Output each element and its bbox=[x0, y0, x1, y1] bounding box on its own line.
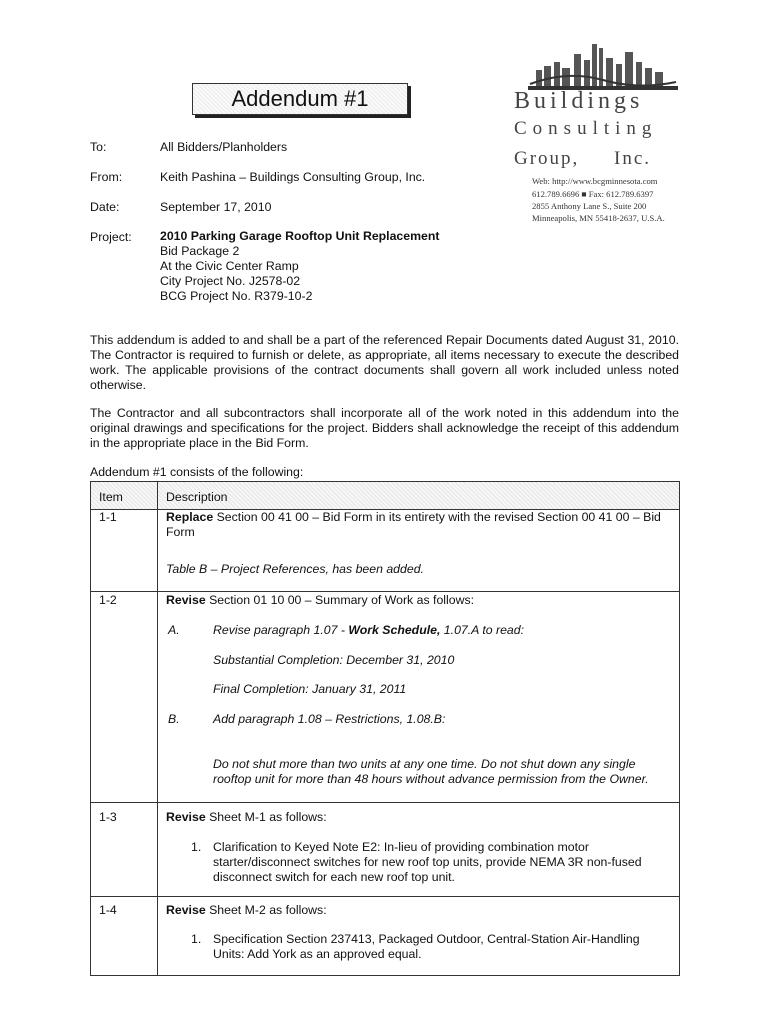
project-label: Project: bbox=[90, 230, 132, 244]
date-value: September 17, 2010 bbox=[160, 200, 272, 214]
subitem-marker: B. bbox=[168, 712, 180, 726]
header-item: Item bbox=[99, 490, 123, 504]
subitem-text-post: 1.07.A to read: bbox=[440, 623, 525, 637]
incorporation-paragraph: The Contractor and all subcontractors shall incorporate all of the work noted in this addendum into the original drawings and specifications for the project. Bidders shall acknowledge the receipt of this addendum in the appropriate place in the Bid Form. bbox=[90, 406, 679, 450]
substantial-completion: Substantial Completion: December 31, 2010 bbox=[213, 653, 455, 667]
logo-street-address: 2855 Anthony Lane S., Suite 200 bbox=[532, 201, 647, 211]
consists-of-line: Addendum #1 consists of the following: bbox=[90, 465, 304, 479]
list-number: 1. bbox=[191, 932, 202, 946]
logo-text-consulting: Consulting bbox=[514, 118, 658, 139]
company-logo bbox=[512, 40, 692, 240]
final-completion: Final Completion: January 31, 2011 bbox=[213, 682, 407, 696]
list-line: Units: Add York as an approved equal. bbox=[213, 947, 422, 961]
logo-city-address: Minneapolis, MN 55418-2637, U.S.A. bbox=[532, 213, 665, 223]
action-verb: Revise bbox=[166, 593, 206, 607]
row-description bbox=[166, 510, 666, 540]
restriction-line: rooftop unit for more than 48 hours without advance permission from the Owner. bbox=[213, 772, 649, 786]
document-title: Addendum #1 bbox=[192, 83, 408, 115]
list-line: starter/disconnect switches for new roof top units, provide NEMA 3R non-fused bbox=[213, 855, 642, 869]
row-item-number: 1-3 bbox=[99, 810, 117, 824]
logo-website: Web: http://www.bcgminnesota.com bbox=[532, 176, 658, 186]
subitem-text-pre: Revise paragraph 1.07 - bbox=[213, 623, 349, 637]
subitem-text: Add paragraph 1.08 – Restrictions, 1.08.B: bbox=[213, 712, 446, 726]
to-label: To: bbox=[90, 140, 107, 154]
row-item-number: 1-2 bbox=[99, 593, 117, 607]
column-divider bbox=[157, 482, 158, 975]
project-location: At the Civic Center Ramp bbox=[160, 259, 299, 273]
action-verb: Revise bbox=[166, 810, 206, 824]
subitem-marker: A. bbox=[168, 623, 180, 637]
action-verb: Replace bbox=[166, 510, 214, 524]
row-divider bbox=[91, 591, 679, 592]
logo-phone-fax: 612.789.6696 ■ Fax: 612.789.6397 bbox=[532, 189, 654, 199]
row-item-number: 1-1 bbox=[99, 510, 117, 524]
date-label: Date: bbox=[90, 200, 120, 214]
row-description bbox=[166, 810, 666, 825]
action-text: Section 01 10 00 – Summary of Work as follows: bbox=[205, 593, 475, 607]
to-value: All Bidders/Planholders bbox=[160, 140, 288, 154]
intro-paragraph: This addendum is added to and shall be a part of the referenced Repair Documents dated August 31, 2010. The Contractor is required to furnish or delete, as appropriate, all items necessary to execute the described work. The applicable provisions of the contract documents shall govern all work included unless noted otherwise. bbox=[90, 333, 679, 392]
bcg-project-number: BCG Project No. R379-10-2 bbox=[160, 289, 313, 303]
from-label: From: bbox=[90, 170, 123, 184]
project-bid-package: Bid Package 2 bbox=[160, 244, 240, 258]
from-value: Keith Pashina – Buildings Consulting Group, Inc. bbox=[160, 170, 426, 184]
row-note: Table B – Project References, has been added. bbox=[166, 562, 424, 576]
row-description bbox=[166, 593, 666, 608]
action-text: Sheet M-2 as follows: bbox=[205, 903, 327, 917]
project-details bbox=[160, 229, 439, 304]
addendum-items-table bbox=[90, 481, 680, 976]
subitem-text bbox=[213, 623, 524, 638]
list-line: Specification Section 237413, Packaged Outdoor, Central-Station Air-Handling bbox=[213, 932, 640, 946]
list-line: disconnect switch for each new roof top unit. bbox=[213, 870, 455, 884]
action-text: Section 00 41 00 – Bid Form in its entirety with the revised Section 00 41 00 – Bid Form bbox=[166, 510, 661, 539]
project-name: 2010 Parking Garage Rooftop Unit Replacement bbox=[160, 229, 440, 243]
skyline-logo-icon bbox=[528, 40, 678, 90]
row-divider bbox=[91, 802, 679, 803]
list-line: Clarification to Keyed Note E2: In-lieu of providing combination motor bbox=[213, 840, 589, 854]
logo-text-group: Group, Inc. bbox=[514, 148, 652, 169]
logo-text-buildings: Buildings bbox=[514, 88, 644, 114]
row-item-number: 1-4 bbox=[99, 903, 117, 917]
header-description: Description bbox=[166, 490, 228, 504]
action-verb: Revise bbox=[166, 903, 206, 917]
row-description bbox=[166, 903, 666, 918]
city-project-number: City Project No. J2578-02 bbox=[160, 274, 301, 288]
list-number: 1. bbox=[191, 840, 202, 854]
row-divider bbox=[91, 896, 679, 897]
action-text: Sheet M-1 as follows: bbox=[205, 810, 327, 824]
restriction-line: Do not shut more than two units at any one time. Do not shut down any single bbox=[213, 757, 636, 771]
subitem-text-bold: Work Schedule, bbox=[348, 623, 441, 637]
